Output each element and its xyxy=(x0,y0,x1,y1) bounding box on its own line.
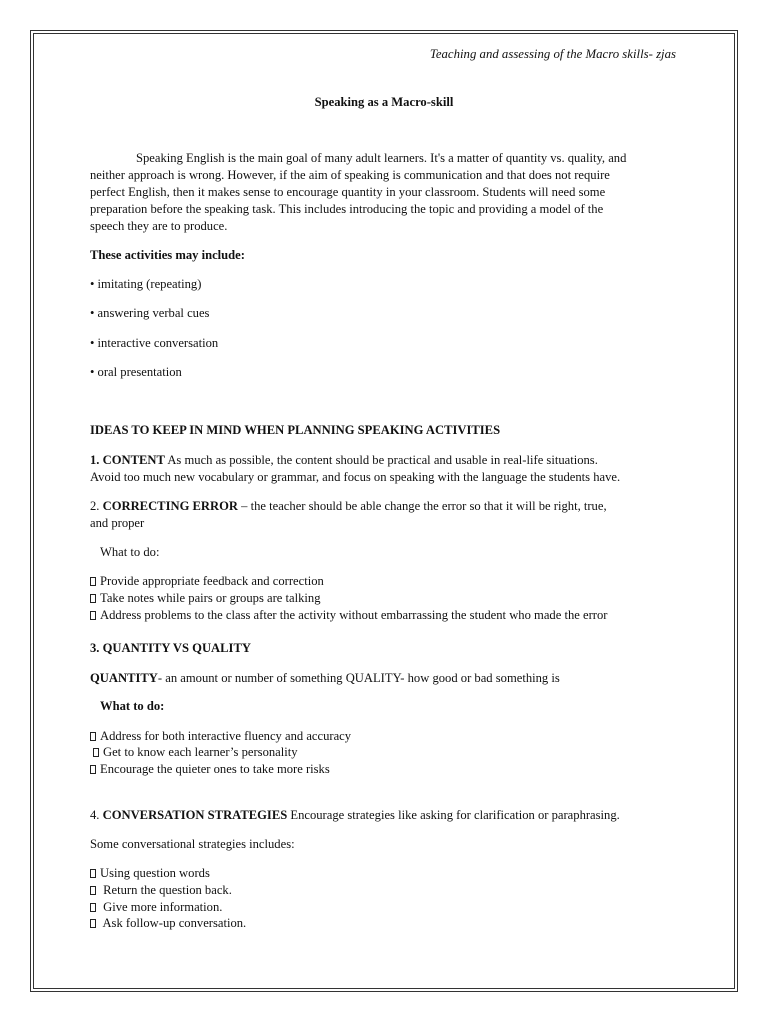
list-item xyxy=(90,865,210,882)
checkbox-glyph-icon xyxy=(90,919,96,928)
what-to-do-label: What to do: xyxy=(100,545,160,559)
activities-heading: These activities may include: xyxy=(90,248,245,262)
checkbox-glyph-icon xyxy=(90,903,96,912)
list-item xyxy=(90,882,232,899)
content-label: 1. CONTENT xyxy=(90,453,165,467)
activity-item: • imitating (repeating) xyxy=(90,277,202,291)
intro-line: preparation before the speaking task. This includes introducing the topic and providing a model of the xyxy=(90,202,604,216)
list-item-text: Address for both interactive fluency and accuracy xyxy=(100,729,352,743)
checkbox-glyph-icon xyxy=(90,869,96,878)
list-item xyxy=(90,761,330,778)
checkbox-glyph-icon xyxy=(93,748,99,757)
activity-item: • interactive conversation xyxy=(90,336,219,350)
content-line xyxy=(90,452,598,469)
list-item-text: Encourage the quieter ones to take more risks xyxy=(100,762,330,776)
list-item-text: Ask follow-up conversation. xyxy=(100,916,247,930)
correcting-line: and proper xyxy=(90,516,145,530)
ideas-heading: IDEAS TO KEEP IN MIND WHEN PLANNING SPEAKING ACTIVITIES xyxy=(90,423,501,437)
list-item-text: Give more information. xyxy=(100,900,223,914)
quantity-text: - an amount or number of something QUALITY- how good or bad something is xyxy=(157,671,560,685)
quantity-label: QUANTITY xyxy=(90,671,158,685)
checkbox-glyph-icon xyxy=(90,577,96,586)
checkbox-glyph-icon xyxy=(90,594,96,603)
list-item-text: Using question words xyxy=(100,866,210,880)
document-title: Speaking as a Macro-skill xyxy=(314,95,454,109)
conversation-line xyxy=(90,807,620,824)
intro-line: Speaking English is the main goal of many adult learners. It's a matter of quantity vs. quality, and xyxy=(136,151,627,165)
intro-line: neither approach is wrong. However, if the aim of speaking is communication and that does not require xyxy=(90,168,610,182)
conversation-label: CONVERSATION STRATEGIES xyxy=(102,808,288,822)
list-item-text: Provide appropriate feedback and correction xyxy=(100,574,324,588)
checkbox-glyph-icon xyxy=(90,765,96,774)
quantity-heading: 3. QUANTITY VS QUALITY xyxy=(90,641,251,655)
correcting-line xyxy=(90,498,607,515)
list-item xyxy=(90,899,222,916)
content-line: Avoid too much new vocabulary or grammar, and focus on speaking with the language the students have. xyxy=(90,470,621,484)
conversation-number: 4. xyxy=(90,808,103,822)
list-item xyxy=(90,607,607,624)
list-item xyxy=(90,590,321,607)
what-to-do-label: What to do: xyxy=(100,699,165,713)
list-item xyxy=(90,728,351,745)
intro-paragraph xyxy=(90,150,680,235)
checkbox-glyph-icon xyxy=(90,886,96,895)
list-item-text: Get to know each learner’s personality xyxy=(103,745,298,759)
quantity-definition xyxy=(90,670,560,687)
checkbox-glyph-icon xyxy=(90,732,96,741)
running-header: Teaching and assessing of the Macro skills- zjas xyxy=(429,47,676,61)
activity-item: • oral presentation xyxy=(90,365,182,379)
list-item xyxy=(90,573,324,590)
correcting-number: 2. xyxy=(90,499,103,513)
conversation-text: Encourage strategies like asking for clarification or paraphrasing. xyxy=(287,808,620,822)
list-item xyxy=(93,744,298,761)
list-item-text: Return the question back. xyxy=(100,883,232,897)
correcting-label: CORRECTING ERROR xyxy=(102,499,238,513)
correcting-text: – the teacher should be able change the error so that it will be right, true, xyxy=(238,499,607,513)
list-item-text: Address problems to the class after the activity without embarrassing the student who made the error xyxy=(100,608,608,622)
activity-item: • answering verbal cues xyxy=(90,306,210,320)
conversation-subheading: Some conversational strategies includes: xyxy=(90,837,295,851)
list-item xyxy=(90,915,246,932)
checkbox-glyph-icon xyxy=(90,611,96,620)
list-item-text: Take notes while pairs or groups are talking xyxy=(100,591,321,605)
intro-line: perfect English, then it makes sense to encourage quantity in your classroom. Students will need some xyxy=(90,185,606,199)
intro-line: speech they are to produce. xyxy=(90,219,228,233)
content-text: As much as possible, the content should be practical and usable in real-life situations. xyxy=(164,453,598,467)
